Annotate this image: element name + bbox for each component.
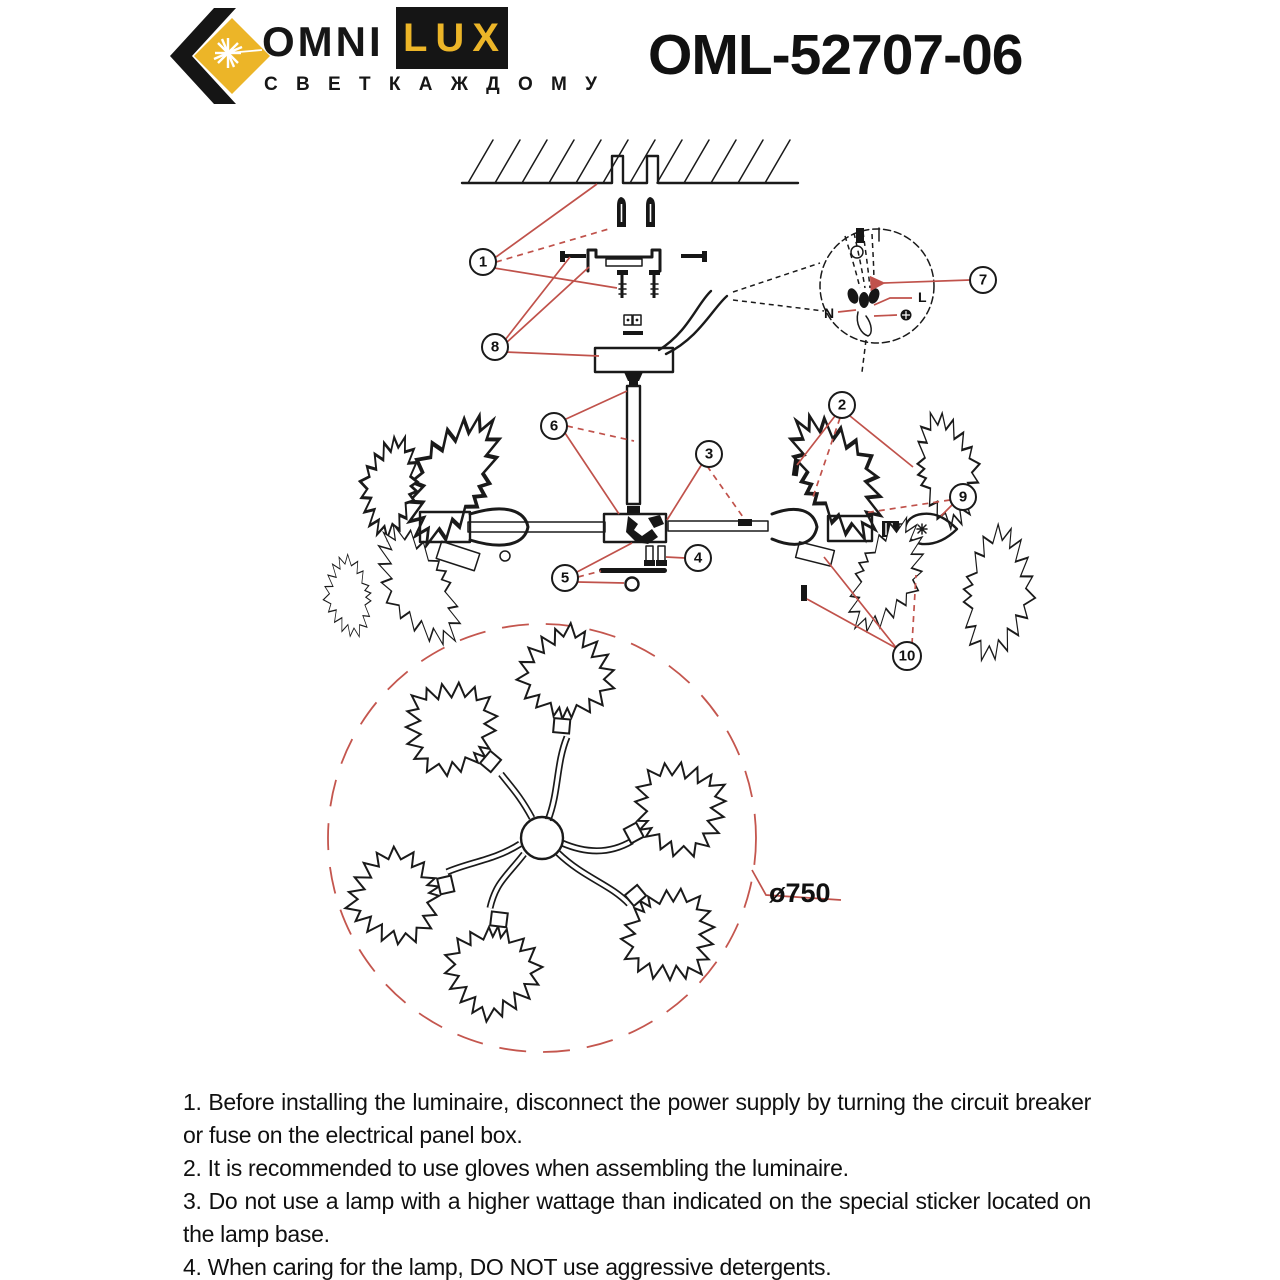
svg-text:10: 10 — [898, 647, 916, 665]
magnifier-cone — [733, 263, 824, 311]
brand-name: OMNI — [262, 18, 384, 65]
callout-2 — [829, 392, 855, 418]
wall-anchors — [617, 197, 655, 227]
neutral-label: N — [824, 305, 835, 321]
hub-bolts — [644, 546, 667, 566]
instruction-item-2: 2. It is recommended to use gloves when assembling the luminaire. — [183, 1155, 849, 1181]
bottom-view — [328, 619, 841, 1052]
svg-text:5: 5 — [560, 569, 570, 587]
ceiling-canopy — [595, 263, 824, 381]
bottom-cover-bar — [599, 568, 667, 573]
instruction-item-4: 4. When caring for the lamp, DO NOT use aggressive detergents. — [183, 1254, 832, 1280]
arm-screw — [738, 519, 752, 526]
brand-suffix: LUX — [403, 15, 507, 60]
wiring-detail-circle — [820, 228, 934, 372]
svg-text:6: 6 — [549, 417, 559, 435]
mounting-bracket — [588, 250, 660, 271]
svg-text:8: 8 — [490, 338, 500, 356]
callout-10 — [893, 642, 921, 670]
svg-text:2: 2 — [837, 396, 847, 414]
instruction-item-3: 3. Do not use a lamp with a higher wattage than indicated on the special sticker located on the lamp base. — [183, 1188, 1091, 1247]
callout-7 — [970, 267, 996, 293]
svg-text:9: 9 — [958, 488, 968, 506]
model-number: OML-52707-06 — [648, 23, 1023, 87]
instructions — [183, 1086, 1091, 1280]
leaf-screw-lower — [801, 585, 807, 601]
brand-tagline: С В Е Т К А Ж Д О М У — [264, 74, 604, 95]
bottom-hub — [521, 817, 563, 859]
callout-3 — [696, 441, 722, 467]
mounting-screws — [617, 270, 660, 298]
instruction-item-1: 1. Before installing the luminaire, disconnect the power supply by turning the circuit breaker or fuse on the electrical panel box. — [183, 1089, 1091, 1148]
central-hub — [599, 514, 667, 591]
callout-5 — [552, 565, 578, 591]
callout-8 — [482, 334, 508, 360]
callout-4 — [685, 545, 711, 571]
svg-text:4: 4 — [693, 549, 703, 567]
finial-ball — [626, 578, 639, 591]
diameter-text: ø750 — [769, 878, 831, 908]
line-label: L — [918, 289, 927, 305]
svg-text:1: 1 — [478, 253, 488, 271]
terminal-block — [623, 315, 643, 335]
dimension-label — [752, 870, 841, 908]
callout-1 — [470, 249, 496, 275]
svg-text:7: 7 — [978, 271, 988, 289]
callout-9 — [950, 484, 976, 510]
stem-rod — [627, 378, 640, 514]
callout-6 — [541, 413, 567, 439]
bottom-arms — [447, 737, 632, 908]
ground-symbol — [901, 310, 912, 321]
wire-nuts — [846, 287, 882, 372]
ceiling — [462, 140, 798, 183]
svg-text:3: 3 — [704, 445, 714, 463]
left-lower-socket — [436, 541, 480, 570]
